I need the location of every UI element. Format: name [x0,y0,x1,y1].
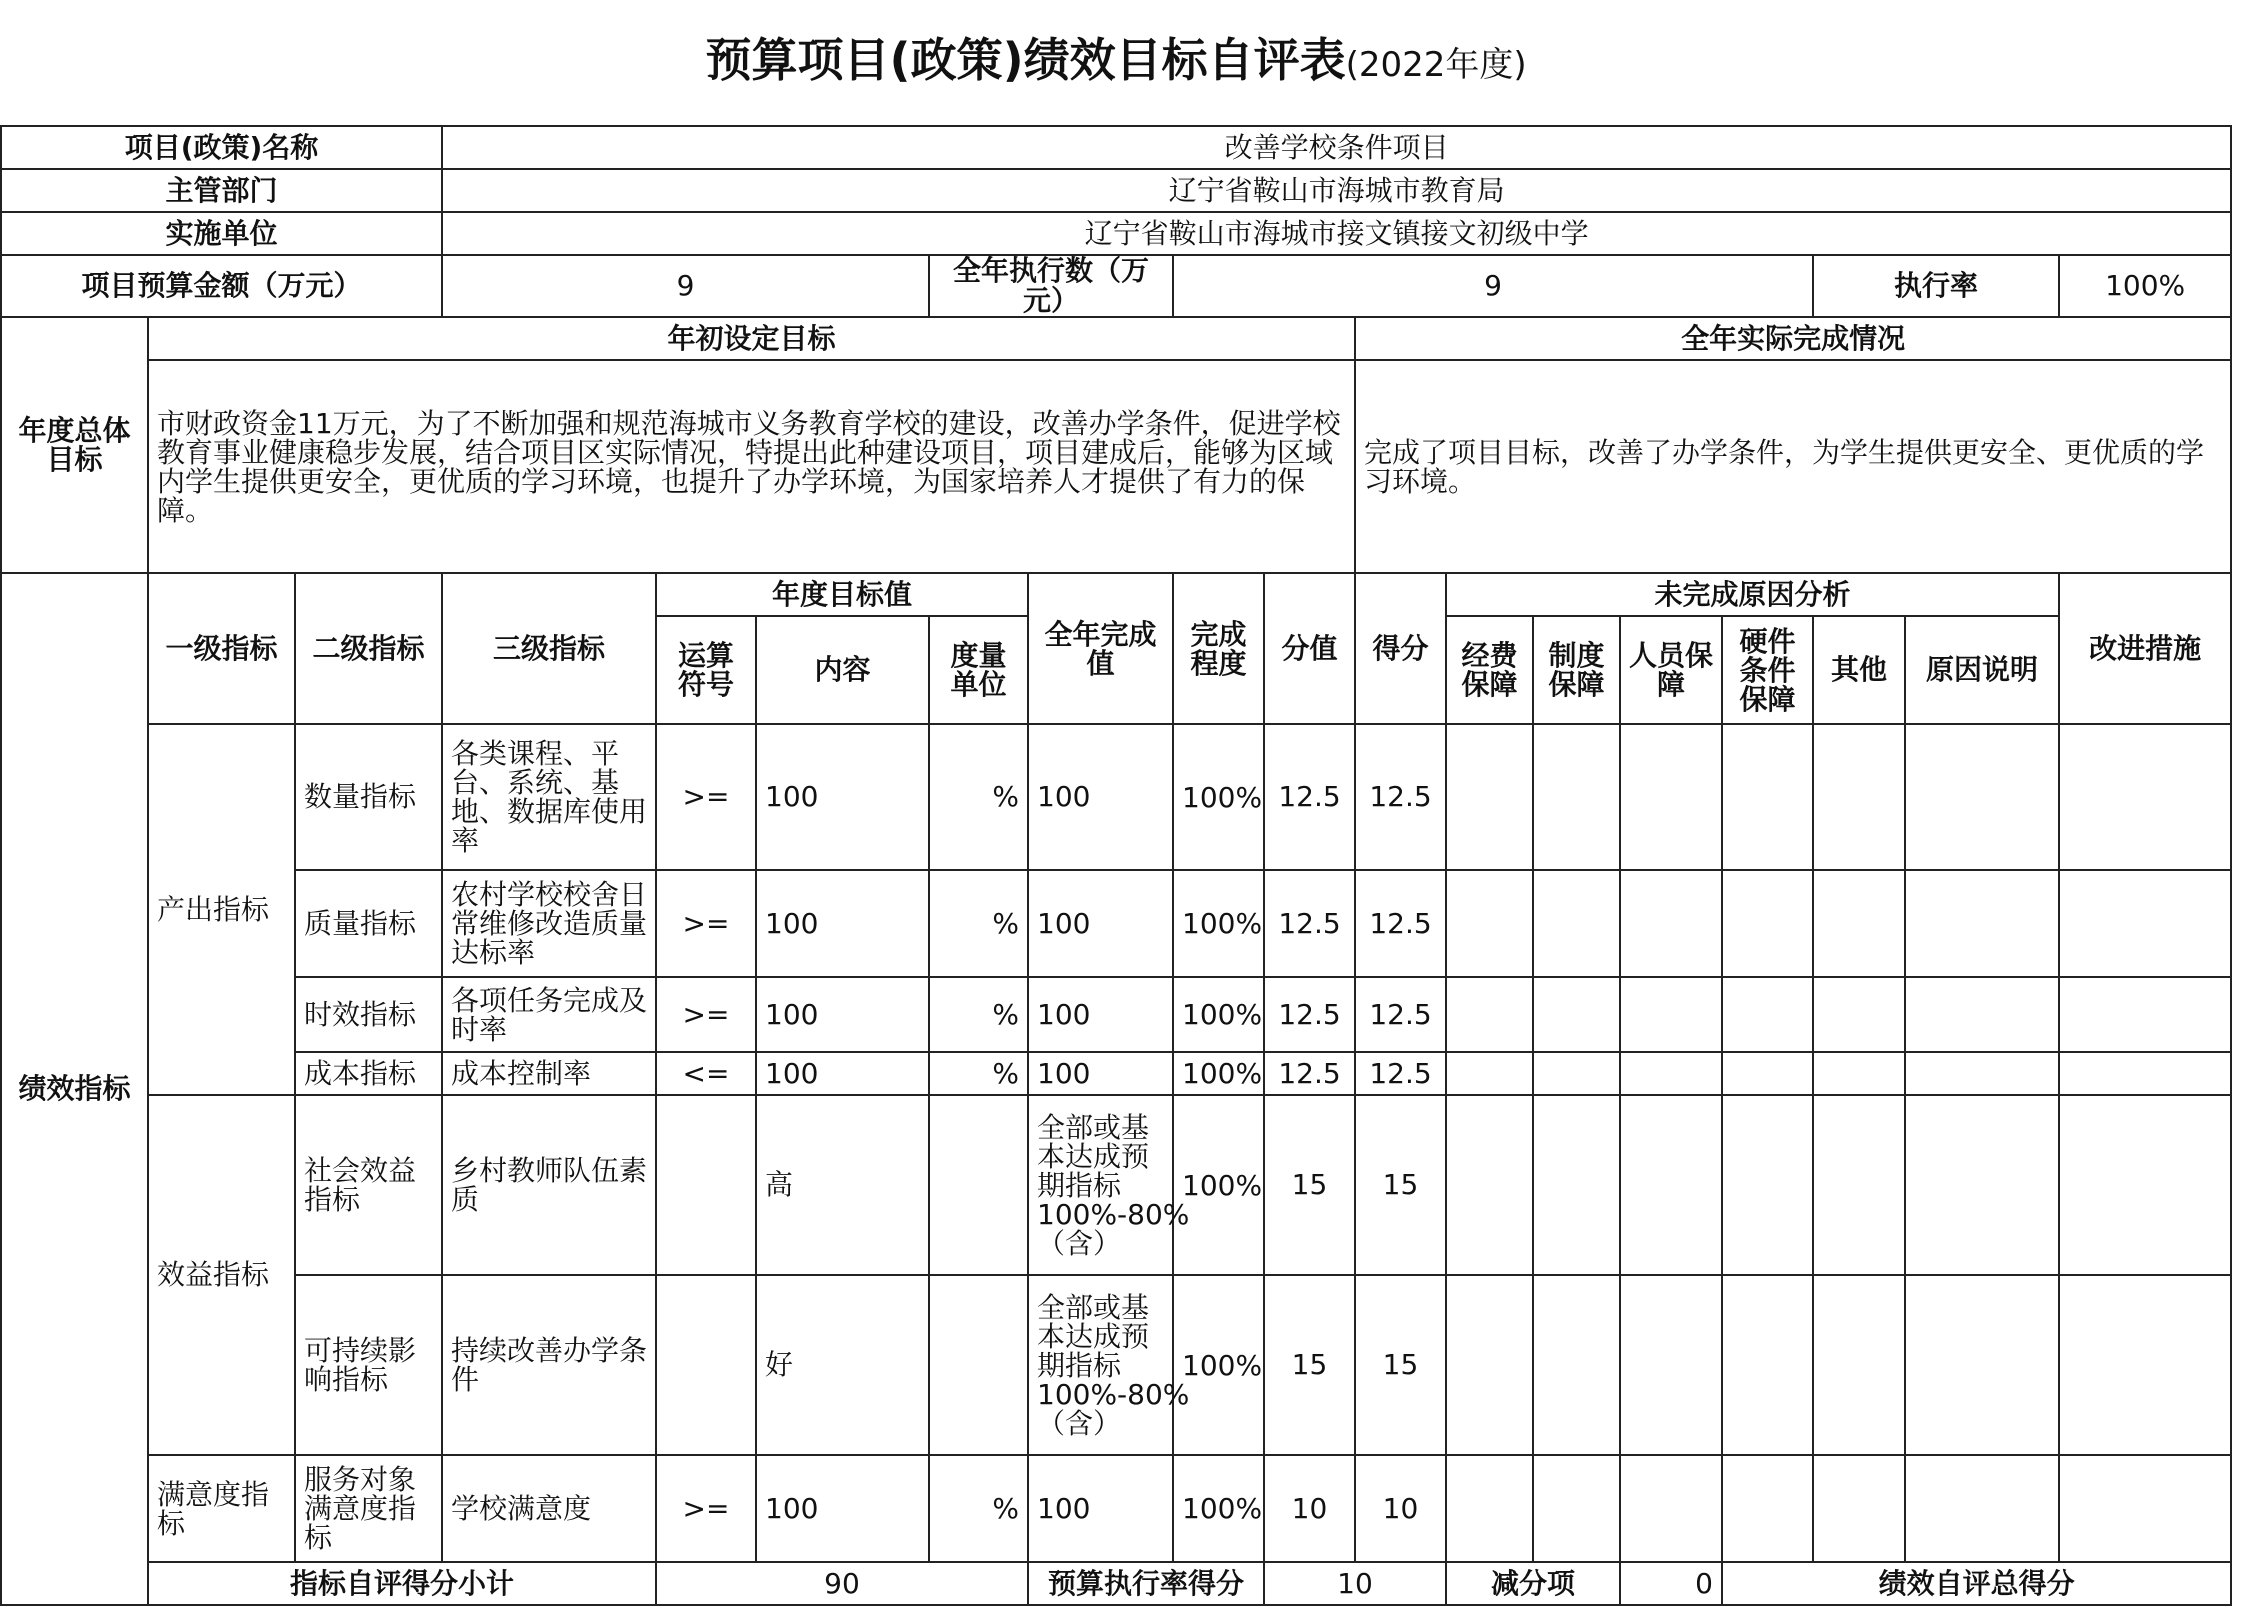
deduction-label: 减分项 [1446,1562,1620,1605]
title-main: 预算项目(政策)绩效目标自评表 [705,33,1346,87]
row-l3: 各类课程、平台、系统、基地、数据库使用率 [442,724,656,870]
row-r-staff [1620,870,1722,977]
row-score: 12.5 [1355,1052,1446,1095]
row-degree: 100% [1173,724,1264,870]
header-level1: 一级指标 [148,573,295,724]
row-r-staff [1620,1455,1722,1562]
row-r-explain [1905,870,2059,977]
row-operator: >= [656,1455,756,1562]
row-r-system [1533,870,1620,977]
row-operator: >= [656,724,756,870]
header-improve: 改进措施 [2059,573,2231,724]
header-score-value: 分值 [1264,573,1355,724]
row-l3: 持续改善办学条件 [442,1275,656,1455]
row-operator [656,1275,756,1455]
row-unit: % [929,1052,1028,1095]
row-r-other [1813,1052,1905,1095]
total-label: 绩效自评总得分 [1722,1562,2231,1605]
row-improve [2059,870,2231,977]
row-r-other [1813,1275,1905,1455]
row-score: 15 [1355,1275,1446,1455]
row-r-other [1813,1095,1905,1275]
row-l3: 学校满意度 [442,1455,656,1562]
row-score: 12.5 [1355,977,1446,1052]
row-operator: >= [656,870,756,977]
row-unit: % [929,724,1028,870]
row-l2: 质量指标 [295,870,442,977]
row-content: 高 [756,1095,929,1275]
row-operator: >= [656,977,756,1052]
row-r-system [1533,977,1620,1052]
header-operator: 运算符号 [656,616,756,724]
header-r-staff: 人员保障 [1620,616,1722,724]
unit-label: 实施单位 [1,212,442,255]
row-r-funding [1446,1052,1533,1095]
row-content: 好 [756,1275,929,1455]
title-year: (2022年度) [1345,45,1527,85]
row-value: 12.5 [1264,1052,1355,1095]
row-improve [2059,1095,2231,1275]
row-r-hardware [1722,977,1813,1052]
row-content: 100 [756,1052,929,1095]
executed-value: 9 [1173,255,1813,317]
header-target-group: 年度目标值 [656,573,1028,616]
budget-score-label: 预算执行率得分 [1028,1562,1264,1605]
header-actual: 全年完成值 [1028,573,1173,724]
deduction-value: 0 [1620,1562,1722,1605]
row-r-staff [1620,977,1722,1052]
row-content: 100 [756,724,929,870]
row-r-hardware [1722,1275,1813,1455]
row-unit: % [929,870,1028,977]
header-degree: 完成程度 [1173,573,1264,724]
row-content: 100 [756,977,929,1052]
row-r-funding [1446,724,1533,870]
row-unit: % [929,977,1028,1052]
row-r-funding [1446,1455,1533,1562]
row-r-staff [1620,1095,1722,1275]
budget-value: 9 [442,255,929,317]
row-value: 15 [1264,1095,1355,1275]
row-unit [929,1095,1028,1275]
row-l3: 农村学校校舍日常维修改造质量达标率 [442,870,656,977]
row-l2: 社会效益指标 [295,1095,442,1275]
row-operator [656,1095,756,1275]
row-r-other [1813,724,1905,870]
performance-section-label: 绩效指标 [1,573,148,1605]
row-improve [2059,724,2231,870]
row-r-funding [1446,1095,1533,1275]
row-l2: 服务对象满意度指标 [295,1455,442,1562]
row-l3: 各项任务完成及时率 [442,977,656,1052]
project-name-label: 项目(政策)名称 [1,126,442,169]
row-r-explain [1905,1455,2059,1562]
row-r-explain [1905,1052,2059,1095]
rate-value: 100% [2059,255,2231,317]
row-operator: <= [656,1052,756,1095]
project-name: 改善学校条件项目 [442,126,2231,169]
row-degree: 100% [1173,1455,1264,1562]
row-degree: 100% [1173,1052,1264,1095]
header-r-funding: 经费保障 [1446,616,1533,724]
row-r-other [1813,1455,1905,1562]
row-actual: 100 [1028,1455,1173,1562]
header-level3: 三级指标 [442,573,656,724]
row-l2: 数量指标 [295,724,442,870]
row-score: 12.5 [1355,724,1446,870]
row-r-staff [1620,1275,1722,1455]
row-l2: 成本指标 [295,1052,442,1095]
row-l3: 乡村教师队伍素质 [442,1095,656,1275]
row-actual: 全部或基本达成预期指标100%-80%（含） [1028,1275,1173,1455]
header-reason-group: 未完成原因分析 [1446,573,2059,616]
row-r-hardware [1722,724,1813,870]
row-r-hardware [1722,1052,1813,1095]
dept: 辽宁省鞍山市海城市教育局 [442,169,2231,212]
annual-goal-label: 年度总体目标 [1,317,148,573]
subtotal-value: 90 [656,1562,1028,1605]
row-r-system [1533,1052,1620,1095]
budget-score-value: 10 [1264,1562,1446,1605]
planned-goal-text: 市财政资金11万元，为了不断加强和规范海城市义务教育学校的建设，改善办学条件，促进学校教育事业健康稳步发展，结合项目区实际情况，特提出此种建设项目，项目建成后，能够为区域内学生提供更安全，更优质的学习环境，也提升了办学环境，为国家培养人才提供了有力的保障。 [148,360,1355,573]
row-actual: 全部或基本达成预期指标100%-80%（含） [1028,1095,1173,1275]
row-unit [929,1275,1028,1455]
group-output: 产出指标 [148,724,295,1095]
header-score: 得分 [1355,573,1446,724]
budget-label: 项目预算金额（万元） [1,255,442,317]
actual-result-header: 全年实际完成情况 [1355,317,2231,360]
row-r-funding [1446,977,1533,1052]
group-satisfaction: 满意度指标 [148,1455,295,1562]
row-l3: 成本控制率 [442,1052,656,1095]
row-actual: 100 [1028,977,1173,1052]
row-score: 15 [1355,1095,1446,1275]
page-title [1,0,2231,126]
row-r-funding [1446,1275,1533,1455]
header-r-explain: 原因说明 [1905,616,2059,724]
row-r-system [1533,1275,1620,1455]
row-r-explain [1905,724,2059,870]
row-r-system [1533,1095,1620,1275]
dept-label: 主管部门 [1,169,442,212]
header-r-hardware: 硬件条件保障 [1722,616,1813,724]
header-content: 内容 [756,616,929,724]
row-actual: 100 [1028,870,1173,977]
row-improve [2059,1275,2231,1455]
row-content: 100 [756,1455,929,1562]
actual-result-text: 完成了项目目标，改善了办学条件，为学生提供更安全、更优质的学习环境。 [1355,360,2231,573]
row-content: 100 [756,870,929,977]
row-value: 10 [1264,1455,1355,1562]
row-r-explain [1905,1095,2059,1275]
row-actual: 100 [1028,1052,1173,1095]
row-r-explain [1905,1275,2059,1455]
row-improve [2059,1052,2231,1095]
executed-label: 全年执行数（万元） [929,255,1173,317]
row-r-staff [1620,1052,1722,1095]
row-r-other [1813,870,1905,977]
header-r-system: 制度保障 [1533,616,1620,724]
row-degree: 100% [1173,977,1264,1052]
planned-goal-header: 年初设定目标 [148,317,1355,360]
row-unit: % [929,1455,1028,1562]
row-r-explain [1905,977,2059,1052]
row-score: 12.5 [1355,870,1446,977]
row-value: 12.5 [1264,724,1355,870]
row-improve [2059,977,2231,1052]
row-l2: 时效指标 [295,977,442,1052]
row-score: 10 [1355,1455,1446,1562]
row-degree: 100% [1173,870,1264,977]
row-l2: 可持续影响指标 [295,1275,442,1455]
group-benefit: 效益指标 [148,1095,295,1455]
row-value: 15 [1264,1275,1355,1455]
row-degree: 100% [1173,1095,1264,1275]
rate-label: 执行率 [1813,255,2059,317]
row-r-hardware [1722,1455,1813,1562]
row-value: 12.5 [1264,977,1355,1052]
row-r-other [1813,977,1905,1052]
row-actual: 100 [1028,724,1173,870]
subtotal-label: 指标自评得分小计 [148,1562,656,1605]
row-r-system [1533,724,1620,870]
header-unit: 度量单位 [929,616,1028,724]
unit: 辽宁省鞍山市海城市接文镇接文初级中学 [442,212,2231,255]
row-value: 12.5 [1264,870,1355,977]
row-r-funding [1446,870,1533,977]
row-improve [2059,1455,2231,1562]
header-level2: 二级指标 [295,573,442,724]
row-r-system [1533,1455,1620,1562]
row-r-hardware [1722,870,1813,977]
header-r-other: 其他 [1813,616,1905,724]
row-r-staff [1620,724,1722,870]
row-r-hardware [1722,1095,1813,1275]
row-degree: 100% [1173,1275,1264,1455]
